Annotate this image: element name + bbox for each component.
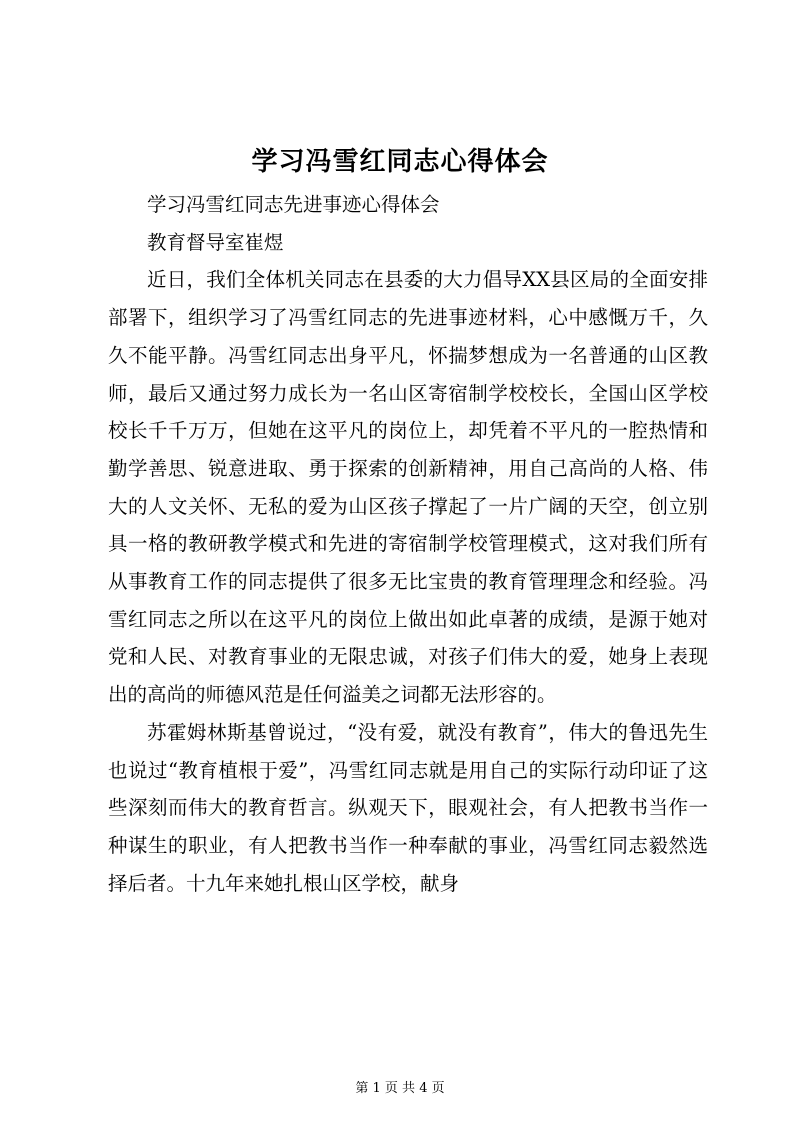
subtitle-paragraph: 学习冯雪红同志先进事迹心得体会 (147, 193, 440, 216)
author-paragraph: 教育督导室崔煜 (147, 230, 284, 254)
document-body (108, 186, 708, 902)
page-number-footer: 第 1 页 共 4 页 (355, 1081, 445, 1096)
body-paragraph: 近日，我们全体机关同志在县委的大力倡导XX县区局的全面安排部署下，组织学习了冯雪红同志的先进事迹材料，心中感慨万千，久久不能平静。冯雪红同志出身平凡，怀揣梦想成为一名普通的山区教师，最后又通过努力成长为一名山区寄宿制学校校长，全国山区学校校长千千万万，但她在这平凡的岗位上，却凭着不平凡的一腔热情和勤学善思、锐意进取、勇于探索的创新精神，用自己高尚的人格、伟大的人文关怀、无私的爱为山区孩子撑起了一片广阔的天空，创立别具一格的教研教学模式和先进的寄宿制学校管理模式，这对我们所有从事教育工作的同志提供了很多无比宝贵的教育管理理念和经验。冯雪红同志之所以在这平凡的岗位上做出如此卓著的成绩，是源于她对党和人民、对教育事业的无限忠诚，对孩子们伟大的爱，她身上表现出的高尚的师德风范是任何溢美之词都无法形容的。 (108, 268, 708, 707)
document-title: 学习冯雪红同志心得体会 (251, 147, 549, 177)
body-paragraph: 苏霍姆林斯基曾说过，“没有爱，就没有教育”，伟大的鲁迅先生也说过“教育植根于爱”，冯雪红同志就是用自己的实际行动印证了这些深刻而伟大的教育哲言。纵观天下，眼观社会，有人把教书当作一种谋生的职业，有人把教书当作一种奉献的事业，冯雪红同志毅然选择后者。十九年来她扎根山区学校，献身 (108, 720, 708, 895)
